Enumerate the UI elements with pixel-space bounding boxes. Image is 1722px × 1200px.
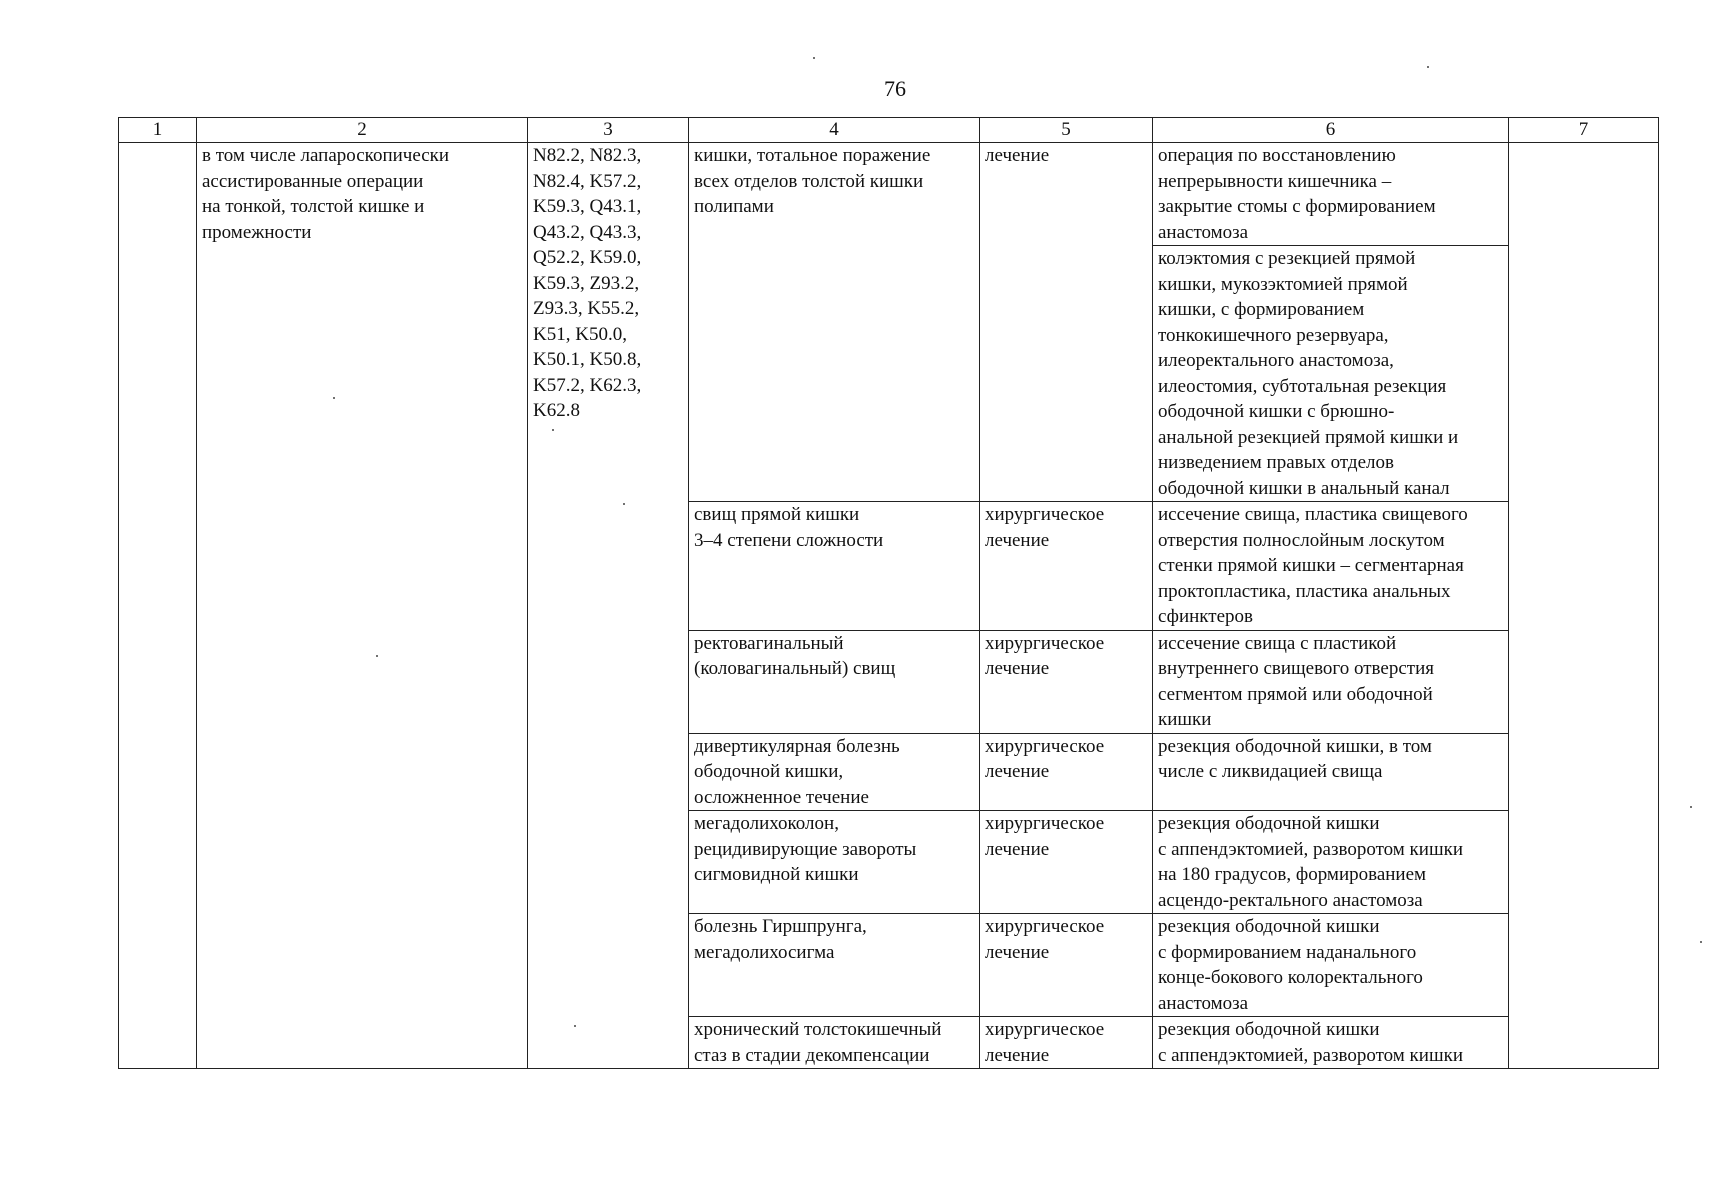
scan-speck <box>813 57 815 59</box>
column-header-6: 6 <box>1153 118 1509 143</box>
cell-treatment: хирургическое лечение <box>980 502 1153 631</box>
cell-method: резекция ободочной кишки с аппендэктомией, разворотом кишки на 180 градусов, формированием асцендо-ректального анастомоза <box>1153 811 1509 914</box>
column-header-1: 1 <box>119 118 197 143</box>
column-header-5: 5 <box>980 118 1153 143</box>
scan-speck <box>1427 66 1429 68</box>
cell-diagnosis: хронический толстокишечный стаз в стадии декомпенсации <box>689 1017 980 1069</box>
scan-speck <box>333 397 335 399</box>
column-header-3: 3 <box>528 118 689 143</box>
cell-icd-codes: N82.2, N82.3, N82.4, K57.2, K59.3, Q43.1, Q43.2, Q43.3, Q52.2, K59.0, K59.3, Z93.2, Z93.3, K55.2, K51, K50.0, K50.1, K50.8, K57.2, K62.3, K62.8 <box>528 143 689 1069</box>
scan-speck <box>574 1025 576 1027</box>
cell-diagnosis: кишки, тотальное поражение всех отделов толстой кишки полипами <box>689 143 980 502</box>
medical-care-table <box>118 117 1659 1069</box>
scan-speck <box>376 655 378 657</box>
cell-number <box>119 143 197 1069</box>
cell-method: иссечение свища с пластикой внутреннего свищевого отверстия сегментом прямой или ободочной кишки <box>1153 630 1509 733</box>
scan-speck <box>552 429 554 431</box>
scan-speck <box>1690 806 1692 808</box>
cell-operation-group: в том числе лапароскопически ассистированные операции на тонкой, толстой кишке и промежности <box>197 143 528 1069</box>
cell-diagnosis: ректовагинальный (коловагинальный) свищ <box>689 630 980 733</box>
cell-method: операция по восстановлению непрерывности кишечника – закрытие стомы с формированием анастомоза <box>1153 143 1509 246</box>
cell-method: резекция ободочной кишки, в том числе с ликвидацией свища <box>1153 733 1509 811</box>
column-header-4: 4 <box>689 118 980 143</box>
cell-treatment: хирургическое лечение <box>980 811 1153 914</box>
cell-diagnosis: мегадолихоколон, рецидивирующие завороты сигмовидной кишки <box>689 811 980 914</box>
page-number: 76 <box>884 76 906 101</box>
cell-treatment: хирургическое лечение <box>980 914 1153 1017</box>
column-number-row <box>119 118 1659 143</box>
cell-treatment: хирургическое лечение <box>980 733 1153 811</box>
cell-method: иссечение свища, пластика свищевого отверстия полнослойным лоскутом стенки прямой кишки – сегментарная проктопластика, пластика анальных сфинктеров <box>1153 502 1509 631</box>
cell-diagnosis: свищ прямой кишки 3–4 степени сложности <box>689 502 980 631</box>
cell-extra <box>1509 143 1659 1069</box>
cell-treatment: хирургическое лечение <box>980 1017 1153 1069</box>
column-header-7: 7 <box>1509 118 1659 143</box>
cell-method: колэктомия с резекцией прямой кишки, мукозэктомией прямой кишки, с формированием тонкокишечного резервуара, илеоректального анастомоза, илеостомия, субтотальная резекция ободочной кишки с брюшно- анальной резекцией прямой кишки и низведением правых отделов ободочной кишки в анальный канал <box>1153 246 1509 502</box>
cell-diagnosis: болезнь Гиршпрунга, мегадолихосигма <box>689 914 980 1017</box>
cell-method: резекция ободочной кишки с аппендэктомией, разворотом кишки <box>1153 1017 1509 1069</box>
cell-method: резекция ободочной кишки с формированием наданального конце-бокового колоректального анастомоза <box>1153 914 1509 1017</box>
scan-speck <box>1700 941 1702 943</box>
cell-treatment: лечение <box>980 143 1153 502</box>
cell-treatment: хирургическое лечение <box>980 630 1153 733</box>
cell-diagnosis: дивертикулярная болезнь ободочной кишки, осложненное течение <box>689 733 980 811</box>
table-row <box>119 143 1659 246</box>
column-header-2: 2 <box>197 118 528 143</box>
scan-speck <box>623 503 625 505</box>
